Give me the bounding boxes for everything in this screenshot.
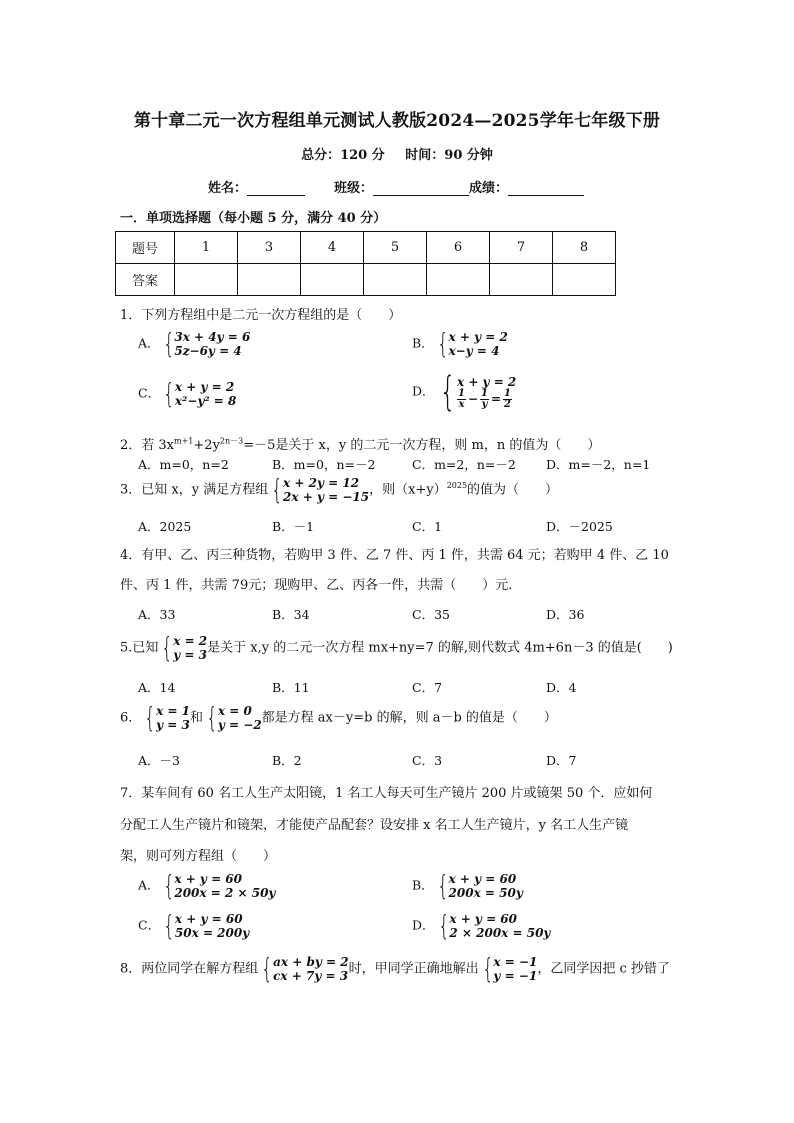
exam-meta [0,144,794,163]
q2-option-b[interactable]: B．m=0，n=－2 [272,457,376,472]
question-number: 6 [427,232,490,264]
q5-option-d[interactable]: D．4 [546,680,577,695]
q5-option-b[interactable]: B．11 [272,680,310,695]
q6-option-a[interactable]: A．－3 [138,753,180,768]
q7-option-a[interactable]: A． { x + y = 60 200x = 2 × 50y [138,869,276,902]
class-blank[interactable] [373,182,469,196]
q7-option-b[interactable]: B． { x + y = 60 200x = 50y [412,869,523,902]
answer-table [115,231,616,296]
q5-option-c[interactable]: C．7 [412,680,443,695]
question-7-line-3: 架，则可列方程组（ ） [120,849,277,864]
q7-option-c[interactable]: C． { x + y = 60 50x = 200y [138,909,250,942]
q2-option-d[interactable]: D．m=－2，n=1 [546,457,651,472]
q6-option-d[interactable]: D．7 [546,753,577,768]
total-score: 总分：120 分 [301,148,385,163]
grade-blank[interactable] [508,182,584,196]
answer-cell[interactable] [238,264,301,296]
question-1-stem: 1．下列方程组中是二元一次方程组的是（ ） [120,308,402,323]
time-limit: 时间：90 分钟 [405,148,493,163]
q3-option-d[interactable]: D．－2025 [546,519,613,534]
answer-cell[interactable] [301,264,364,296]
question-8-stem: 8．两位同学在解方程组 { ax + by = 2 cx + 7y = 3 时，甲同学正确地解出 { x = −1 y = −1 ，乙同学因把 c 抄错了 [120,952,670,985]
question-number: 8 [553,232,616,264]
question-2-stem: 2．若 $3x^{m+1}+2y^{2n-3}=-5$是关于 x，y 的二元一次方程，则 m，n 的值为（ ） [120,436,601,453]
q7-option-d[interactable]: D． { x + y = 60 2 × 200x = 50y [412,909,551,942]
answer-table-answer-row [116,264,616,296]
question-3-stem: 3．已知 x，y 满足方程组 { x + 2y = 12 2x + y = −15 ，则$(x+y)^{2025}$的值为（ ） [120,473,559,506]
q4-option-d[interactable]: D．36 [546,607,585,622]
table-header-label: 题号 [116,232,175,264]
question-7-line-1: 7．某车间有 60 名工人生产太阳镜，1 名工人每天可生产镜片 200 片或镜架 50 个．应如何 [120,786,653,801]
answer-cell[interactable] [490,264,553,296]
answer-table-header-row [116,232,616,264]
grade-label: 成绩： [469,181,509,196]
question-7-line-2: 分配工人生产镜片和镜架，才能使产品配套？设安排 x 名工人生产镜片，y 名工人生产镜 [120,818,629,833]
q4-option-c[interactable]: C．35 [412,607,450,622]
q1-option-a[interactable]: A． { 3x + 4y = 6 5z−6y = 4 [138,327,251,360]
q6-option-c[interactable]: C．3 [412,753,443,768]
q1-option-c[interactable]: C． { x + y = 2 x²−y² = 8 [138,377,237,410]
answer-row-label: 答案 [116,264,175,296]
question-number: 4 [301,232,364,264]
name-blank[interactable] [247,182,305,196]
question-number: 7 [490,232,553,264]
q1-option-d[interactable]: D． { x + y = 2 $\frac{1}{x}$ − $\frac{1}{y}$ = $\frac{1}{2}$ [412,369,517,415]
q3-option-c[interactable]: C．1 [412,519,443,534]
answer-cell[interactable] [553,264,616,296]
question-5-stem: 5.已知 { x = 2 y = 3 是关于 x,y 的二元一次方程 mx+ny=7 的解,则代数式 4m+6n－3 的值是( ) [120,631,673,664]
q4-option-b[interactable]: B．34 [272,607,310,622]
name-field[interactable] [208,177,305,196]
q1-option-b[interactable]: B． { x + y = 2 x−y = 4 [412,327,508,360]
q2-option-c[interactable]: C．m=2，n=－2 [412,457,516,472]
question-6-stem: 6． { x = 1 y = 3 和 { x = 0 y = −2 都是方程 ax－y=b 的解，则 a－b 的值是（ ） [120,701,557,734]
question-number: 1 [175,232,238,264]
answer-cell[interactable] [175,264,238,296]
q3-option-b[interactable]: B．－1 [272,519,315,534]
q4-option-a[interactable]: A．33 [138,607,176,622]
question-4-line-2: 件、丙 1 件，共需 79元；现购甲、乙、丙各一件，共需（ ）元． [120,578,522,593]
answer-cell[interactable] [427,264,490,296]
section-title: 一．单项选择题（每小题 5 分，满分 40 分） [120,211,387,226]
class-field[interactable] [334,177,584,196]
q5-option-a[interactable]: A．14 [138,680,176,695]
page-title: 第十章二元一次方程组单元测试人教版2024—2025学年七年级下册 [133,111,661,131]
q3-option-a[interactable]: A．2025 [138,519,192,534]
answer-cell[interactable] [364,264,427,296]
q6-option-b[interactable]: B．2 [272,753,302,768]
class-label: 班级： [334,181,374,196]
question-4-line-1: 4．有甲、乙、丙三种货物，若购甲 3 件、乙 7 件、丙 1 件，共需 64 元；若购甲 4 件、乙 10 [120,548,669,563]
question-number: 5 [364,232,427,264]
name-label: 姓名： [208,181,248,196]
q2-option-a[interactable]: A．m=0，n=2 [138,457,229,472]
question-number: 3 [238,232,301,264]
